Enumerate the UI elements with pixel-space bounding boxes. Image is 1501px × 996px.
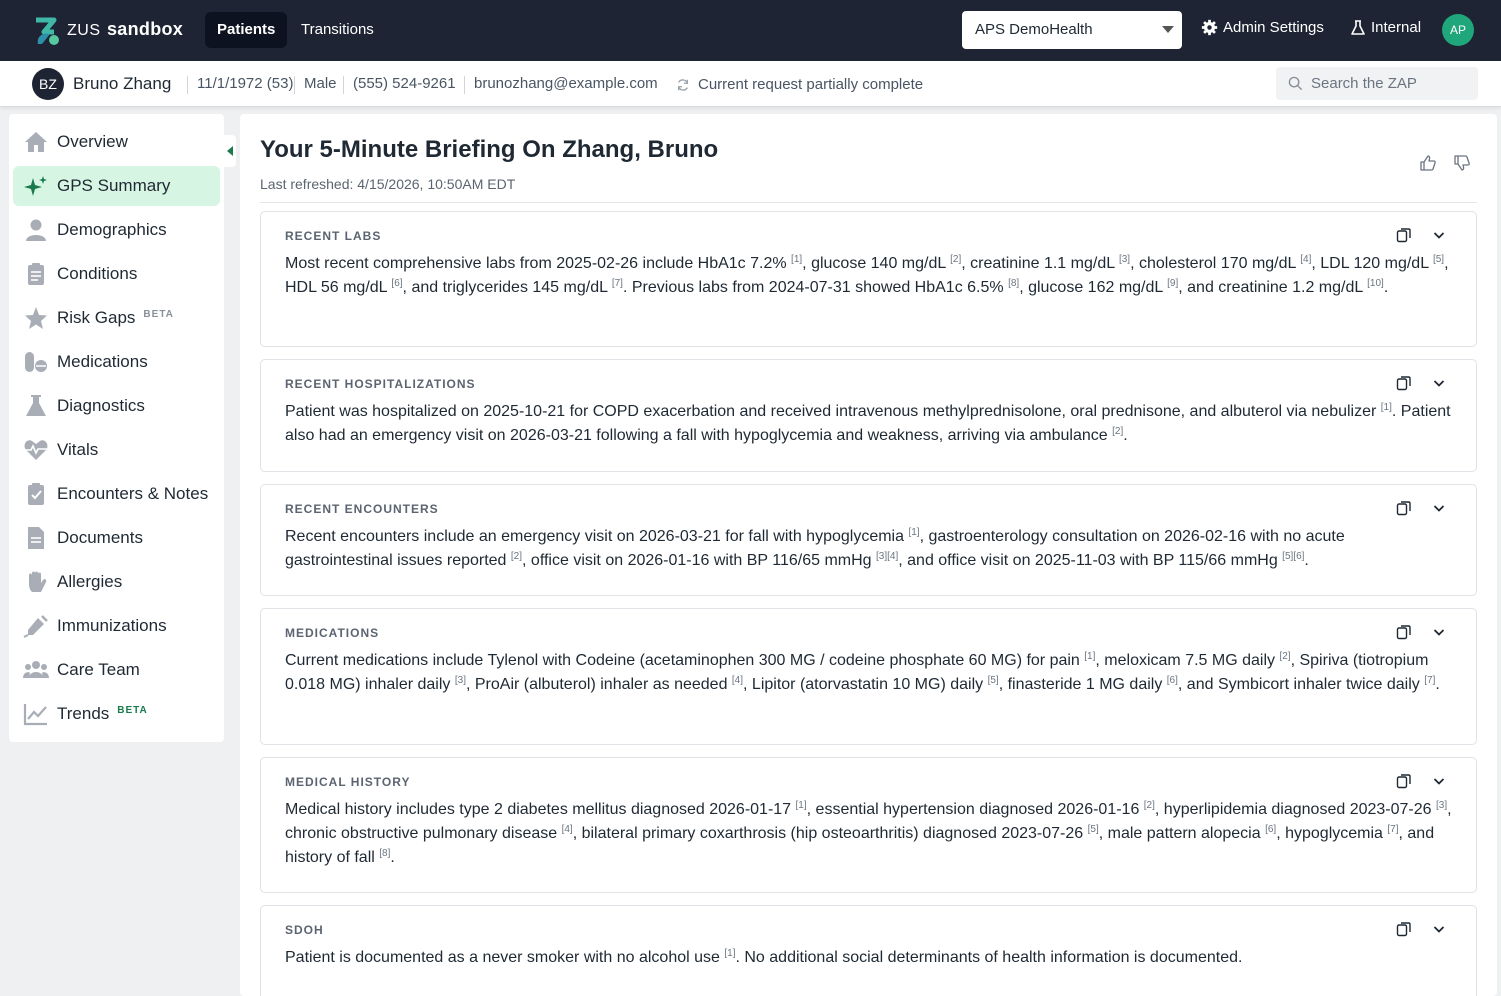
section-text: Most recent comprehensive labs from 2025-02-26 include HbA1c 7.2%: [285, 255, 792, 272]
citation-link[interactable]: [2]: [1143, 800, 1155, 811]
section-title: RECENT HOSPITALIZATIONS: [285, 377, 476, 391]
star-icon: [23, 306, 49, 330]
refresh-icon: [676, 78, 690, 92]
sidebar-item-label: Encounters & Notes: [57, 484, 209, 503]
admin-settings-label: Admin Settings: [1223, 19, 1324, 36]
section-body: [285, 525, 1454, 573]
sidebar-item-diagnostics[interactable]: [13, 386, 220, 426]
citation-link[interactable]: [4]: [561, 824, 573, 835]
section-text: .: [390, 849, 395, 866]
patient-avatar: BZ: [32, 68, 64, 100]
sidebar-item-label: Vitals: [57, 440, 99, 459]
briefing-panel: [240, 114, 1497, 996]
section-text: Patient was hospitalized on 2025-10-21 for COPD exacerbation and received intravenous methylprednisolone, oral prednisone, and albuterol via nebulizer: [285, 403, 1381, 420]
section-text: , glucose 162 mg/dL: [1019, 279, 1168, 296]
citation-link[interactable]: [1]: [724, 948, 736, 959]
sparkle-icon: [23, 174, 49, 198]
zus-logo-icon[interactable]: [32, 14, 66, 48]
sidebar-item-label: Medications: [57, 352, 148, 371]
citation-link[interactable]: [2]: [510, 551, 523, 562]
section-text: .: [1123, 427, 1128, 444]
citation-link[interactable]: [6]: [1293, 551, 1305, 562]
citation-link[interactable]: [2]: [950, 254, 962, 265]
patient-email: brunozhang@example.com: [464, 76, 658, 94]
section-text: , glucose 140 mg/dL: [802, 255, 951, 272]
citation-link[interactable]: [1]: [1380, 402, 1392, 413]
sidebar-item-immunizations[interactable]: [13, 606, 220, 646]
beta-badge: BETA: [143, 309, 174, 320]
section-text: , ProAir (albuterol) inhaler as needed: [465, 676, 732, 693]
copy-icon[interactable]: [1396, 375, 1412, 391]
citation-link[interactable]: [1]: [908, 527, 920, 538]
section-text: , and Symbicort inhaler twice daily: [1177, 676, 1425, 693]
clipboard-icon: [23, 262, 49, 286]
section-text: , and office visit on 2025-11-03 with BP 115/66 mmHg: [898, 552, 1283, 569]
citation-link[interactable]: [7]: [1387, 824, 1399, 835]
section-card-recent-encounters: [260, 484, 1477, 596]
copy-icon[interactable]: [1396, 624, 1412, 640]
collapse-arrow-icon: [227, 146, 233, 156]
citation-link[interactable]: [1]: [795, 800, 807, 811]
citation-link[interactable]: [7]: [611, 278, 623, 289]
sidebar-item-gps-summary[interactable]: [13, 166, 220, 206]
patient-dob-age: 11/1/1972 (53): [187, 76, 293, 94]
citation-link[interactable]: [6]: [391, 278, 403, 289]
citation-link[interactable]: [4]: [1300, 254, 1312, 265]
copy-icon[interactable]: [1396, 921, 1412, 937]
sidebar-item-label: [57, 704, 148, 724]
citation-link[interactable]: [8]: [379, 848, 391, 859]
sidebar-item-label: Overview: [57, 132, 128, 151]
patient-sex: Male: [294, 76, 337, 94]
chevron-down-icon[interactable]: [1432, 228, 1446, 242]
sidebar-item-label: Conditions: [57, 264, 138, 283]
section-text: , cholesterol 170 mg/dL: [1130, 255, 1301, 272]
sidebar-item-risk-gaps[interactable]: [13, 298, 220, 338]
thumbs-up-icon[interactable]: [1419, 154, 1437, 172]
sidebar-item-text: Trends: [57, 704, 110, 723]
caret-down-icon: [1162, 26, 1174, 33]
section-body: [285, 798, 1454, 870]
section-text: , finasteride 1 MG daily: [998, 676, 1167, 693]
section-card-sdoh: [260, 905, 1477, 996]
section-text: , and creatinine 1.2 mg/dL: [1178, 279, 1368, 296]
section-text: .: [1435, 676, 1440, 693]
flask-icon: [23, 394, 49, 418]
citation-link[interactable]: [5]: [1282, 551, 1294, 562]
person-icon: [23, 218, 49, 242]
citation-link[interactable]: [1]: [1084, 651, 1096, 662]
section-text: , hypoglycemia: [1276, 825, 1388, 842]
nav-tab-transitions[interactable]: Transitions: [301, 21, 374, 38]
chart-line-icon: [23, 702, 49, 726]
citation-link[interactable]: [6]: [1265, 824, 1277, 835]
environment-label: sandbox: [107, 19, 184, 39]
zap-search-placeholder: Search the ZAP: [1311, 75, 1417, 92]
sidebar-item-care-team[interactable]: [13, 650, 220, 690]
section-text: , gastroenterology consultation on 2026-02-16 with no acute gastrointestinal issues reported: [285, 528, 1345, 569]
pills-icon: [23, 350, 49, 374]
citation-link[interactable]: [3]: [876, 551, 888, 562]
patient-header-bar: [0, 61, 1501, 107]
citation-link[interactable]: [5]: [1432, 254, 1445, 265]
section-title: RECENT LABS: [285, 229, 382, 243]
sidebar-item-label: GPS Summary: [57, 176, 171, 195]
copy-icon[interactable]: [1396, 500, 1412, 516]
section-title: RECENT ENCOUNTERS: [285, 502, 439, 516]
section-text: . Patient also had an emergency visit on 2026-03-21 following a fall with hypoglycemia and weakness, arriving via ambulance: [285, 403, 1451, 444]
internal-link[interactable]: [1350, 19, 1421, 36]
section-text: .: [1304, 552, 1309, 569]
citation-link[interactable]: [8]: [1008, 278, 1020, 289]
section-text: , Lipitor (atorvastatin 10 MG) daily: [743, 676, 988, 693]
citation-link[interactable]: [7]: [1424, 675, 1436, 686]
section-text: , bilateral primary coxarthrosis (hip osteoarthritis) diagnosed 2023-07-26: [572, 825, 1088, 842]
citation-link[interactable]: [2]: [1112, 426, 1124, 437]
sidebar-item-encounters-notes[interactable]: [13, 474, 220, 514]
sidebar-item-label: Diagnostics: [57, 396, 145, 415]
sidebar-item-label: Immunizations: [57, 616, 167, 635]
sidebar-item-label: [57, 308, 174, 328]
section-text: .: [1383, 279, 1389, 296]
home-icon: [23, 130, 49, 154]
section-text: , LDL 120 mg/dL: [1311, 255, 1433, 272]
section-text: , Spiriva (tiotropium 0.018 MG) inhaler daily: [285, 652, 1429, 693]
sidebar-item-allergies[interactable]: [13, 562, 220, 602]
organization-select[interactable]: [962, 11, 1182, 49]
section-title: MEDICATIONS: [285, 626, 380, 640]
search-icon: [1288, 76, 1303, 91]
organization-select-value: APS DemoHealth: [975, 21, 1093, 38]
hand-icon: [23, 570, 49, 594]
citation-link[interactable]: [2]: [1279, 651, 1291, 662]
section-text: Medical history includes type 2 diabetes mellitus diagnosed 2026-01-17: [285, 801, 796, 818]
section-body: [285, 252, 1454, 300]
citation-link[interactable]: [3]: [1118, 254, 1131, 265]
citation-link[interactable]: [10]: [1367, 278, 1384, 289]
beta-badge: BETA: [117, 705, 148, 716]
section-text: , hyperlipidemia diagnosed 2023-07-26: [1154, 801, 1436, 818]
sidebar-item-demographics[interactable]: [13, 210, 220, 250]
page-title: Your 5-Minute Briefing On Zhang, Bruno: [260, 136, 719, 163]
user-avatar[interactable]: AP: [1442, 14, 1474, 46]
chevron-down-icon[interactable]: [1432, 774, 1446, 788]
syringe-icon: [23, 614, 49, 638]
thumbs-down-icon[interactable]: [1453, 154, 1471, 172]
citation-link[interactable]: [5]: [1087, 824, 1099, 835]
document-icon: [23, 526, 49, 550]
brand-name: ZUS: [67, 22, 101, 39]
citation-link[interactable]: [1]: [791, 254, 803, 265]
section-body: [285, 946, 1454, 970]
section-card-recent-hospitalizations: [260, 359, 1477, 472]
citation-link[interactable]: [9]: [1167, 278, 1179, 289]
section-text: Recent encounters include an emergency visit on 2026-03-21 for fall with hypoglycemia: [285, 528, 909, 545]
section-title: MEDICAL HISTORY: [285, 775, 411, 789]
patient-phone: (555) 524-9261: [343, 76, 456, 94]
sidebar-item-documents[interactable]: [13, 518, 220, 558]
section-text: , and triglycerides 145 mg/dL: [402, 279, 612, 296]
zap-search-input[interactable]: [1276, 67, 1478, 100]
copy-icon[interactable]: [1396, 227, 1412, 243]
sidebar-item-label: Allergies: [57, 572, 123, 591]
gear-icon: [1201, 19, 1218, 36]
section-card-medications: [260, 608, 1477, 745]
sidebar-item-trends[interactable]: [13, 694, 220, 734]
sidebar-item-overview[interactable]: [13, 122, 220, 162]
section-body: [285, 400, 1454, 448]
sidebar-collapse-toggle[interactable]: [224, 135, 236, 167]
patient-sidebar: [9, 114, 224, 742]
team-icon: [23, 658, 49, 682]
copy-icon[interactable]: [1396, 773, 1412, 789]
section-text: , office visit on 2026-01-16 with BP 116/65 mmHg: [522, 552, 876, 569]
section-body: [285, 649, 1454, 697]
last-refreshed: Last refreshed: 4/15/2026, 10:50AM EDT: [260, 176, 516, 192]
heartbeat-icon: [23, 438, 49, 462]
request-status: [676, 76, 923, 93]
chevron-down-icon[interactable]: [1432, 501, 1446, 515]
citation-link[interactable]: [6]: [1166, 675, 1178, 686]
section-text: Current medications include Tylenol with Codeine (acetaminophen 300 MG / codeine phosphate 60 MG) for pain: [285, 652, 1085, 669]
sidebar-item-label: Documents: [57, 528, 143, 547]
divider: [260, 202, 1477, 203]
clipboard-check-icon: [23, 482, 49, 506]
citation-link[interactable]: [4]: [887, 551, 899, 562]
section-text: . No additional social determinants of health information is documented.: [735, 949, 1243, 966]
admin-settings-link[interactable]: [1201, 19, 1324, 36]
sidebar-item-label: Care Team: [57, 660, 140, 679]
section-text: . Previous labs from 2024-07-31 showed HbA1c 6.5%: [622, 279, 1009, 296]
chevron-down-icon[interactable]: [1432, 625, 1446, 639]
section-text: , male pattern alopecia: [1098, 825, 1266, 842]
section-card-recent-labs: [260, 211, 1477, 347]
section-text: , and history of fall: [285, 825, 1435, 866]
citation-link[interactable]: [3]: [454, 675, 466, 686]
sidebar-item-conditions[interactable]: [13, 254, 220, 294]
citation-link[interactable]: [4]: [731, 675, 744, 686]
internal-label: Internal: [1371, 19, 1422, 36]
sidebar-item-text: Risk Gaps: [57, 308, 136, 327]
section-text: , meloxicam 7.5 MG daily: [1095, 652, 1280, 669]
patient-name: Bruno Zhang: [73, 74, 172, 93]
section-text: , essential hypertension diagnosed 2026-01-16: [806, 801, 1144, 818]
flask-icon: [1350, 20, 1366, 36]
section-text: , creatinine 1.1 mg/dL: [961, 255, 1119, 272]
top-navigation-bar: [0, 0, 1501, 61]
citation-link[interactable]: [3]: [1435, 800, 1448, 811]
chevron-down-icon[interactable]: [1432, 376, 1446, 390]
nav-tab-patients[interactable]: Patients: [205, 12, 287, 48]
section-text: , HDL 56 mg/dL: [285, 255, 1449, 296]
chevron-down-icon[interactable]: [1432, 922, 1446, 936]
sidebar-item-label: Demographics: [57, 220, 167, 239]
sidebar-item-medications[interactable]: [13, 342, 220, 382]
request-status-text: Current request partially complete: [698, 76, 924, 93]
sidebar-item-vitals[interactable]: [13, 430, 220, 470]
citation-link[interactable]: [5]: [987, 675, 999, 686]
section-title: SDOH: [285, 923, 324, 937]
section-card-medical-history: [260, 757, 1477, 893]
section-text: Patient is documented as a never smoker with no alcohol use: [285, 949, 725, 966]
section-text: , chronic obstructive pulmonary disease: [285, 801, 1452, 842]
